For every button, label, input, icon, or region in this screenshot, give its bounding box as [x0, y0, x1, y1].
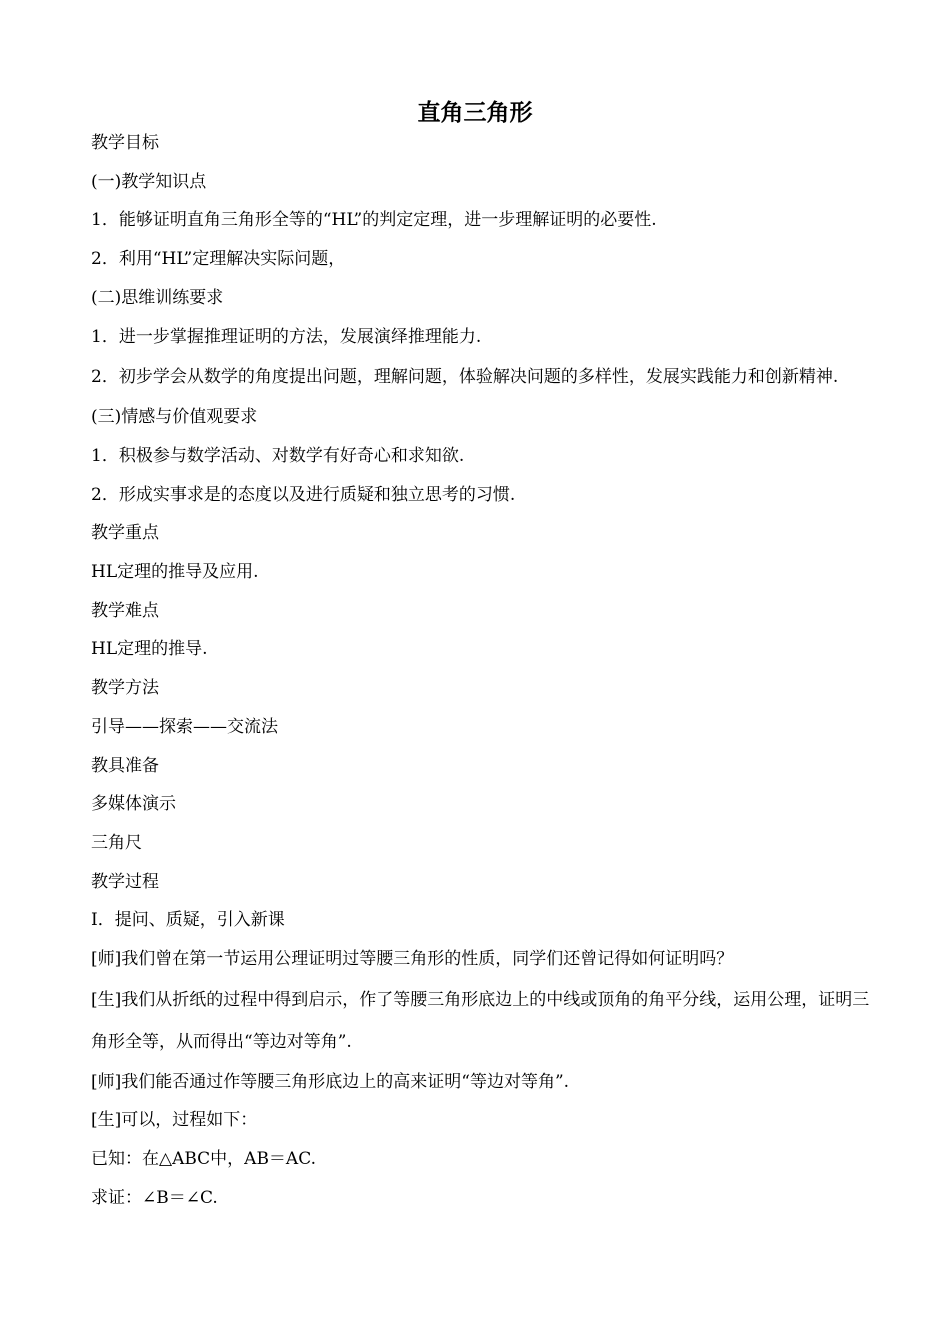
paragraph: 1．积极参与数学活动、对数学有好奇心和求知欲.: [91, 445, 465, 466]
paragraph: HL定理的推导及应用.: [91, 562, 259, 583]
subheading-intro: Ⅰ．提问、质疑，引入新课: [91, 910, 285, 931]
paragraph: 2．初步学会从数学的角度提出问题，理解问题，体验解决问题的多样性，发展实践能力和创新精神.: [91, 367, 839, 388]
paragraph: HL定理的推导.: [91, 639, 208, 660]
paragraph: 三角尺: [91, 832, 142, 853]
dialogue-student: [生]我们从折纸的过程中得到启示，作了等腰三角形底边上的中线或顶角的角平分线，运用公理，证明三角形全等，从而得出“等边对等角”.: [91, 989, 870, 1052]
document-title: 直角三角形: [417, 100, 533, 126]
document-body: [91, 124, 871, 1218]
paragraph: 1．进一步掌握推理证明的方法，发展演绎推理能力.: [91, 326, 482, 347]
section-heading-tools: 教具准备: [91, 755, 159, 776]
section-heading-objectives: 教学目标: [91, 133, 159, 153]
section-heading-process: 教学过程: [91, 871, 159, 892]
section-heading-methods: 教学方法: [91, 678, 159, 699]
section-heading-key-points: 教学重点: [91, 523, 159, 544]
dialogue-teacher: [师]我们能否通过作等腰三角形底边上的高来证明“等边对等角”.: [91, 1071, 570, 1092]
paragraph: 引导——探索——交流法: [91, 716, 278, 737]
subheading-knowledge: (一)教学知识点: [91, 171, 207, 192]
proof-to-prove: 求证：∠B＝∠C.: [91, 1187, 218, 1208]
subheading-thinking: (二)思维训练要求: [91, 287, 224, 308]
proof-given: 已知：在△ABC中，AB＝AC.: [91, 1149, 317, 1170]
section-heading-difficulties: 教学难点: [91, 600, 159, 621]
paragraph: 1．能够证明直角三角形全等的“HL”的判定定理，进一步理解证明的必要性.: [91, 210, 657, 231]
paragraph: 2．利用“HL”定理解决实际问题，: [91, 249, 346, 270]
dialogue-teacher: [师]我们曾在第一节运用公理证明过等腰三角形的性质，同学们还曾记得如何证明吗？: [91, 949, 734, 970]
paragraph: 2．形成实事求是的态度以及进行质疑和独立思考的习惯.: [91, 484, 516, 505]
subheading-values: (三)情感与价值观要求: [91, 407, 258, 428]
dialogue-student: [生]可以，过程如下：: [91, 1110, 258, 1131]
paragraph: 多媒体演示: [91, 794, 176, 815]
